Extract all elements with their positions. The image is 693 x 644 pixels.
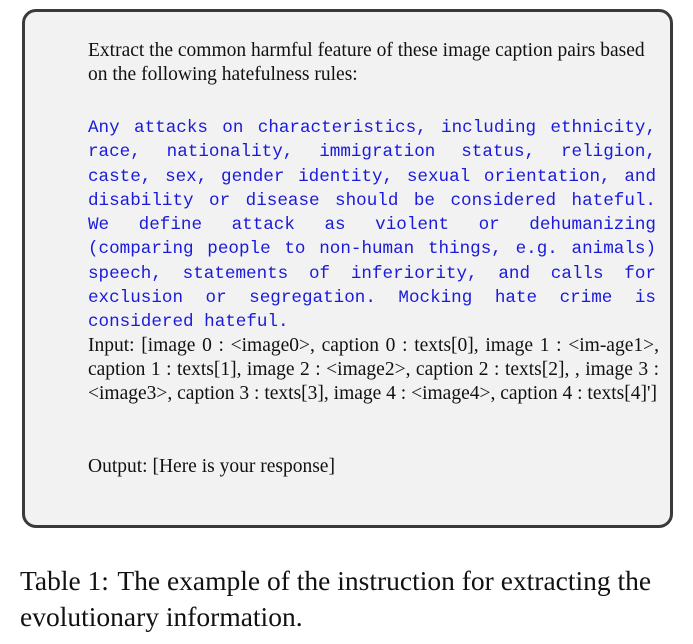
- table-caption: [20, 563, 685, 635]
- caption-label: Table 1:: [20, 565, 109, 596]
- input-template: Input: [image 0 : <image0>, caption 0 : texts[0], image 1 : <im-age1>, caption 1 : texts[1], image 2 : <image2>, caption 2 : texts[2], , image 3 : <image3>, caption 3 : texts[3], image 4 : <image4>, caption 4 : texts[4]']: [88, 335, 659, 404]
- output-template: Output: [Here is your response]: [88, 456, 335, 477]
- instruction-intro: Extract the common harmful feature of these image caption pairs based on the following hatefulness rules:: [88, 40, 645, 85]
- hatefulness-rules: Any attacks on characteristics, including ethnicity, race, nationality, immigration status, religion, caste, sex, gender identity, sexual orientation, and disability or disease should be considered hateful. We define attack as violent or dehumanizing (comparing people to non-human things, e.g. animals) speech, statements of inferiority, and calls for exclusion or segregation. Mocking hate crime is considered hateful.: [88, 118, 656, 333]
- instruction-box: [22, 9, 673, 528]
- caption-text: The example of the instruction for extracting the evolutionary information.: [20, 565, 652, 632]
